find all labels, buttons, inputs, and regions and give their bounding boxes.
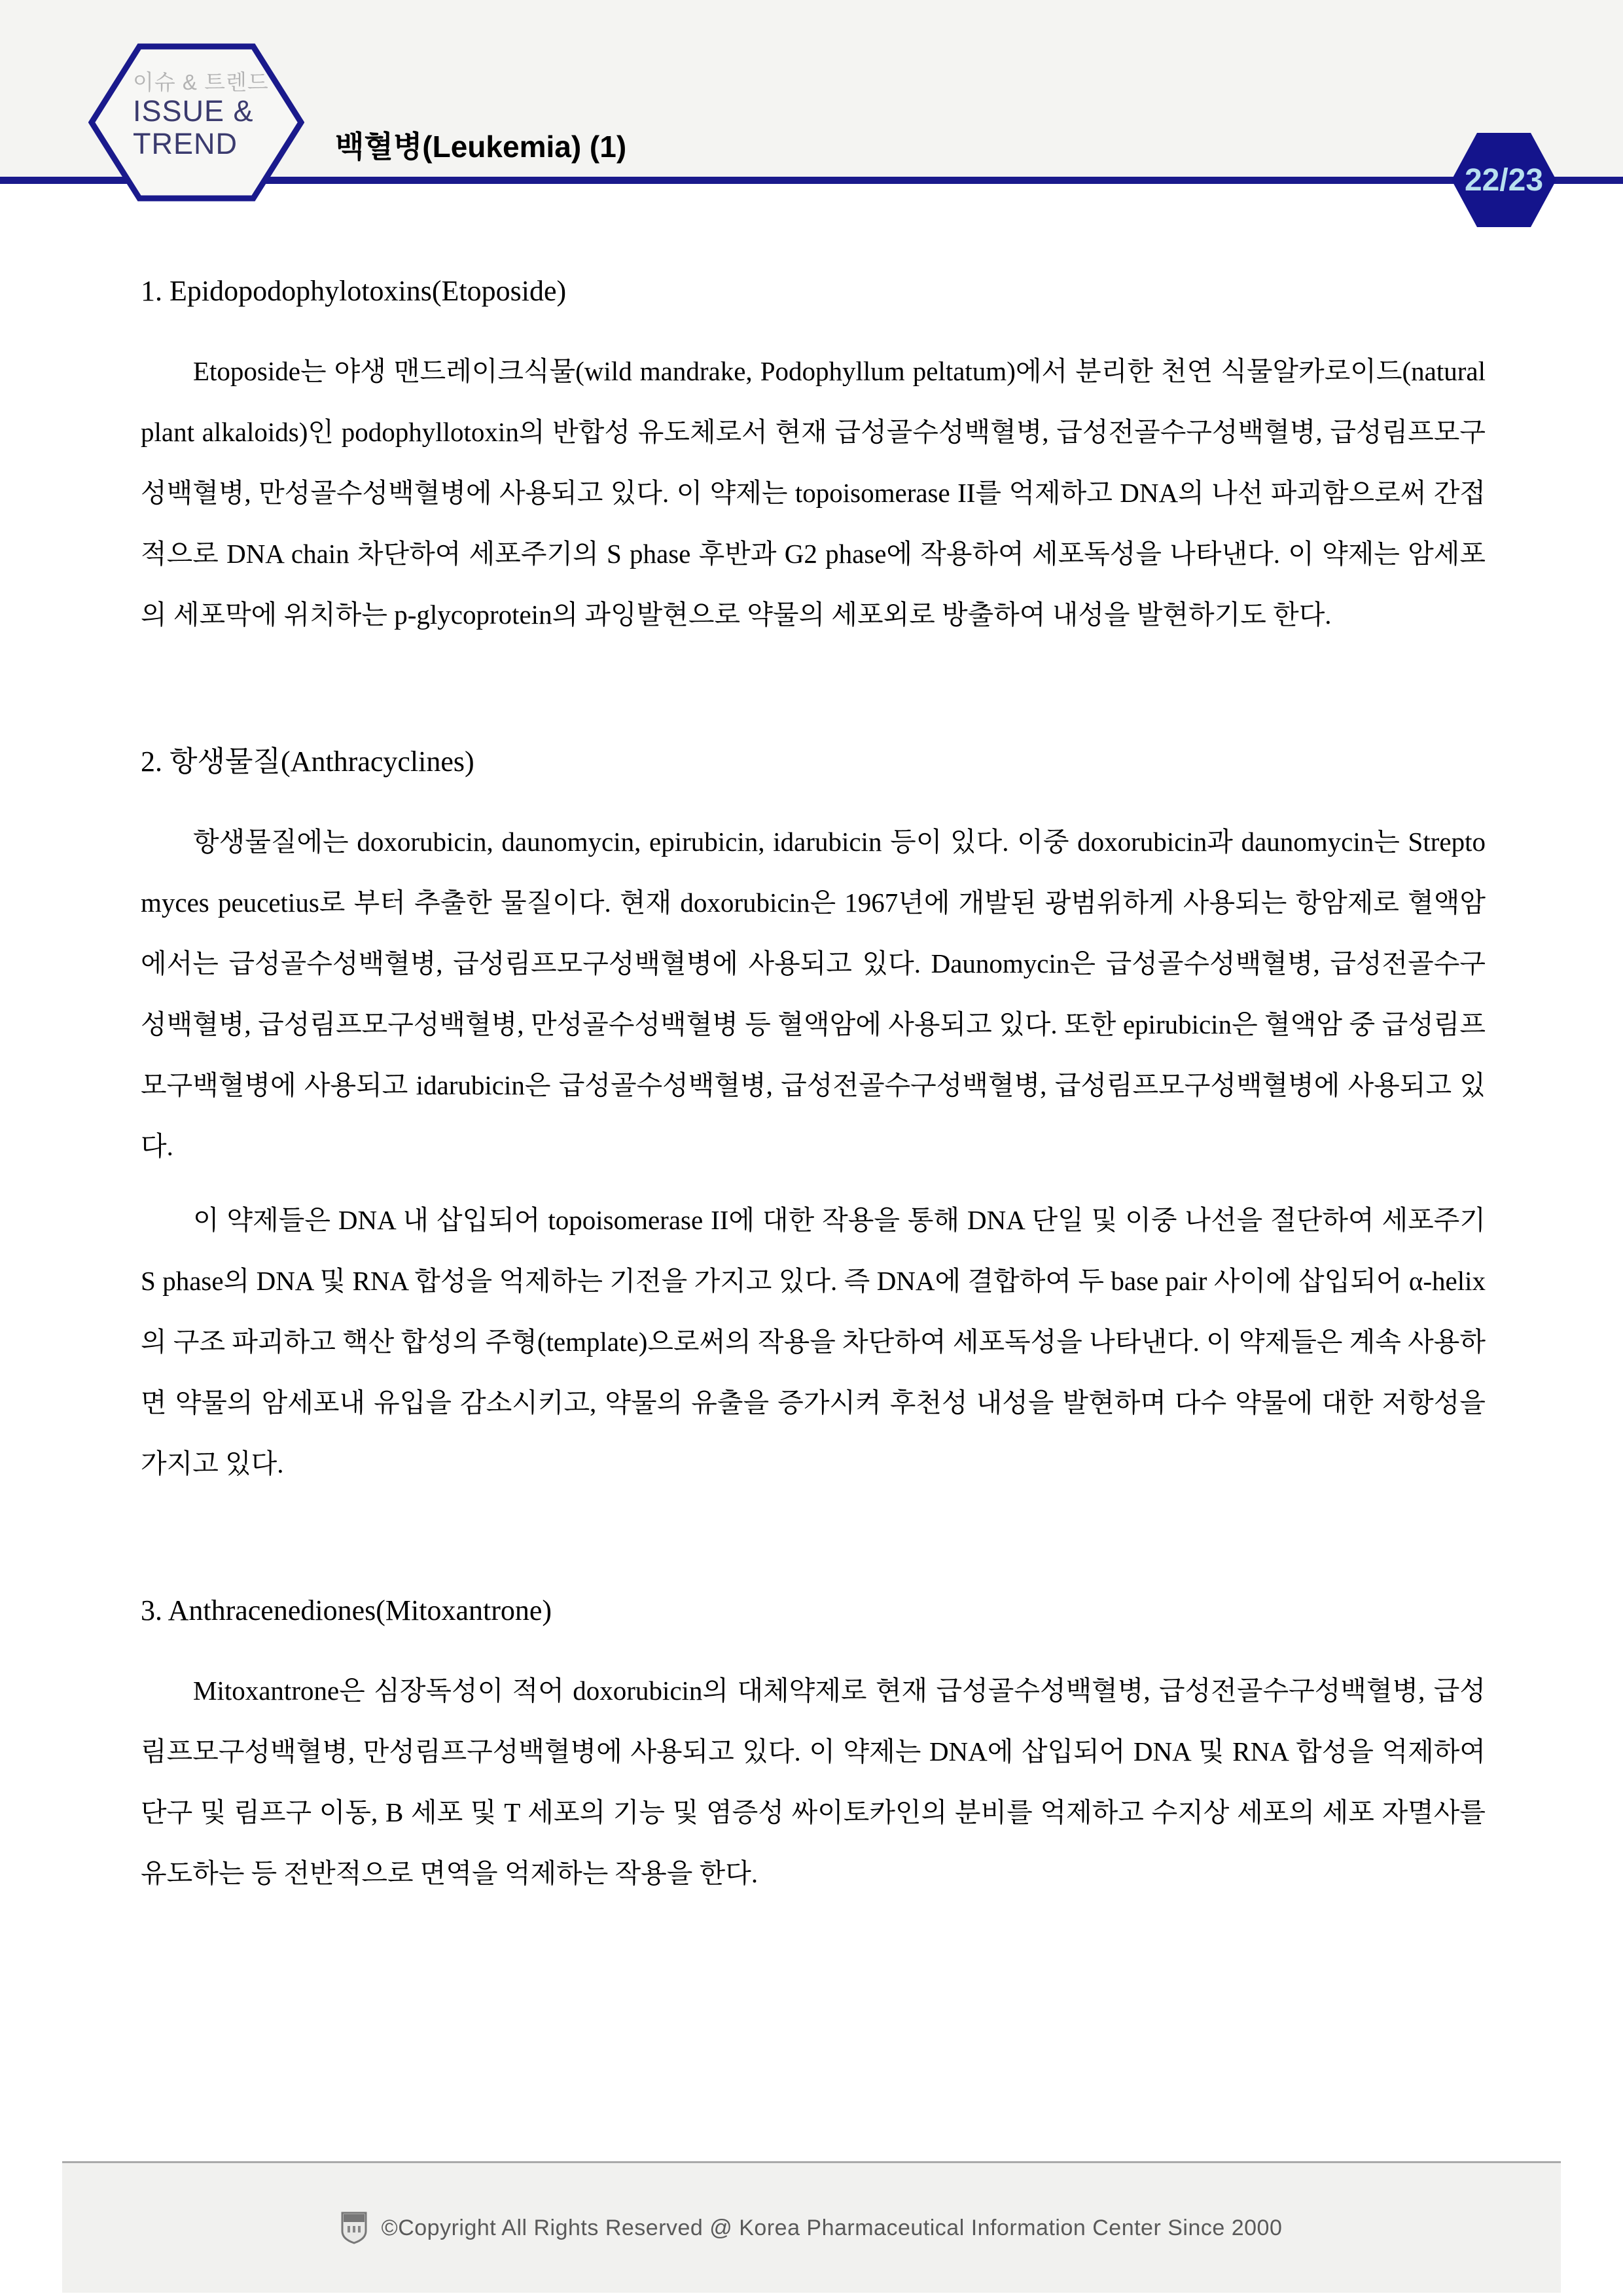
kpic-shield-icon (341, 2212, 367, 2244)
issue-trend-logo (88, 43, 304, 202)
section-1-paragraph: Etoposide는 야생 맨드레이크식물(wild mandrake, Podophyllum peltatum)에서 분리한 천연 식물알카로이드(natural plant alkaloids)인 podophyllotoxin의 반합성 유도체로서 현재 급성골수성백혈병, 급성전골수구성백혈병, 급성림프모구성백혈병, 만성골수성백혈병에 사용되고 있다. 이 약제는 topoisomerase II를 억제하고 DNA의 나선 파괴함으로써 간접적으로 DNA chain 차단하여 세포주기의 S phase 후반과 G2 phase에 작용하여 세포독성을 나타낸다. 이 약제는 암세포의 세포막에 위치하는 p-glycoprotein의 과잉발현으로 약물의 세포외로 방출하여 내성을 발현하기도 한다. (141, 356, 1486, 630)
logo-text (133, 71, 269, 161)
logo-korean-label: 이슈 & 트렌드 (133, 70, 269, 94)
copyright-text: ©Copyright All Rights Reserved @ Korea Pharmaceutical Information Center Since 2000 (381, 2215, 1283, 2240)
logo-trend-label: TREND (133, 127, 238, 161)
logo-issue-label: ISSUE & (133, 94, 254, 128)
section-1-heading: 1. Epidopodophylotoxins(Etoposide) (141, 275, 567, 307)
document-body (141, 273, 1486, 1904)
section-3-heading: 3. Anthracenediones(Mitoxantrone) (141, 1594, 552, 1626)
section-2-paragraph-2: 이 약제들은 DNA 내 삽입되어 topoisomerase II에 대한 작용을 통해 DNA 단일 및 이중 나선을 절단하여 세포주기 S phase의 DNA 및 RNA 합성을 억제하는 기전을 가지고 있다. 즉 DNA에 결합하여 두 base pair 사이에 삽입되어 α-helix의 구조 파괴하고 핵산 합성의 주형(template)으로써의 작용을 차단하여 세포독성을 나타낸다. 이 약제들은 계속 사용하면 약물의 암세포내 유입을 감소시키고, 약물의 유출을 증가시켜 후천성 내성을 발현하며 다수 약물에 대한 저항성을 가지고 있다. (141, 1205, 1486, 1479)
page-footer (62, 2161, 1561, 2293)
page-title: 백혈병(Leukemia) (1) (335, 130, 627, 164)
section-2-heading: 2. 항생물질(Anthracyclines) (141, 745, 474, 778)
page-number-label: 22/23 (1464, 162, 1544, 198)
section-3-paragraph: Mitoxantrone은 심장독성이 적어 doxorubicin의 대체약제로 현재 급성골수성백혈병, 급성전골수구성백혈병, 급성림프모구성백혈병, 만성림프구성백혈병에 사용되고 있다. 이 약제는 DNA에 삽입되어 DNA 및 RNA 합성을 억제하여 단구 및 림프구 이동, B 세포 및 T 세포의 기능 및 염증성 싸이토카인의 분비를 억제하고 수지상 세포의 세포 자멸사를 유도하는 등 전반적으로 면역을 억제하는 작용을 한다. (141, 1676, 1486, 1888)
page-number-badge (1450, 132, 1558, 228)
section-2-paragraph-1: 항생물질에는 doxorubicin, daunomycin, epirubicin, idarubicin 등이 있다. 이중 doxorubicin과 daunomycin는 Streptomyces peucetius로 부터 추출한 물질이다. 현재 doxorubicin은 1967년에 개발된 광범위하게 사용되는 항암제로 혈액암에서는 급성골수성백혈병, 급성림프모구성백혈병에 사용되고 있다. Daunomycin은 급성골수성백혈병, 급성전골수구성백혈병, 급성림프모구성백혈병, 만성골수성백혈병 등 혈액암에 사용되고 있다. 또한 epirubicin은 혈액암 중 급성림프모구백혈병에 사용되고 idarubicin은 급성골수성백혈병, 급성전골수구성백혈병, 급성림프모구성백혈병에 사용되고 있다. (141, 827, 1486, 1161)
